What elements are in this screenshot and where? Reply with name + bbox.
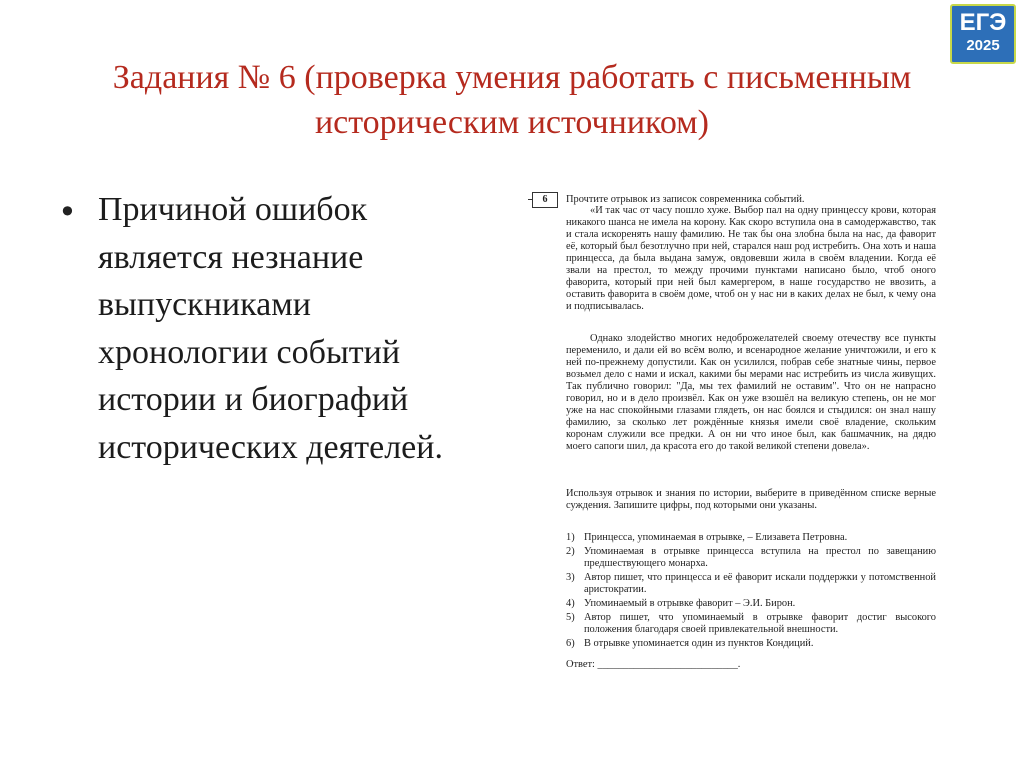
option-number: 4) [566,598,575,609]
option-number: 3) [566,572,575,583]
option-text: Упоминаемая в отрывке принцесса вступила на престол по завещанию предшествующего монарха. [584,546,936,569]
logo-line-2: 2025 [966,37,1000,54]
exam-task-scan [528,190,940,675]
answer-line: Ответ: ___________________________. [566,659,741,670]
option-number: 6) [566,638,575,649]
option-text: Автор пишет, что принцесса и её фаворит искали поддержки у потомственной аристократии. [584,572,936,595]
quote-paragraph-1: «И так час от часу пошло хуже. Выбор пал на одну принцессу крови, которая никакого шанса не имела на корону. Как скоро вступила она в самодержавство, так и стала искоренять нашу фамилию. Не так бы она злобна была на нас, да фаворит её, который был безотлучно при ней, старался наш род истребить. Она хоть и наша принцесса, да была выдана замуж, овдовевши жила в своём владении. Когда её звали на престол, то между прочими пунктами написано было, чтоб оного фаворита, который при ней был камергером, в наше государство не ввозить, а оставить фаворита в своём доме, чтоб он у нас ни в каких делах не был, к чему она и подписывалась. [566,205,936,312]
bullet-item [58,186,478,471]
task-instruction: Используя отрывок и знания по истории, выберите в приведённом списке верные суждения. Запишите цифры, под которыми они указаны. [566,488,936,511]
option-number: 1) [566,532,575,543]
bullet-marker: • [58,193,77,231]
logo-line-1: ЕГЭ [959,9,1007,36]
ege-2025-logo [950,4,1016,64]
task-number-box: 6 [532,192,558,208]
option-text: Автор пишет, что упоминаемый в отрывке фаворит достиг высокого положения благодаря своей привлекательной внешности. [584,612,936,635]
option-number: 2) [566,546,575,557]
option-number: 5) [566,612,575,623]
option-item [566,532,936,544]
options-list [566,532,936,652]
option-item [566,572,936,596]
quote-paragraph-2: Однако злодейство многих недоброжелателей своему отечеству все пункты переменило, и дали ей во всём волю, и всенародное желание уничтожили, и его к ней по-прежнему допустили. Как он усилился, побрав себе знатные чины, первое возьмел дело с нами и искал, какими бы мерами нас истребить из числа живущих. Так публично говорил: "Да, мы тех фамилий не оставим". Что он не напрасно говорил, но и в дело произвёл. Как он уже взошёл на великую степень, он не мог уже на нас спокойными глазами глядеть, он нас боялся и стыдился: он знал нашу фамилию, за сколько лет рождённые князья имели своё владение, скольким коронам служили все предки. А он ни что иное был, как башмачник, на дядю моего сапоги шил, да красота его до такой великой степени довела». [566,333,936,452]
option-item [566,546,936,570]
option-text: Упоминаемый в отрывке фаворит – Э.И. Бирон. [584,598,796,609]
option-text: В отрывке упоминается один из пунктов Кондиций. [584,638,814,649]
option-item [566,638,936,650]
option-text: Принцесса, упоминаемая в отрывке, – Елизавета Петровна. [584,532,848,543]
slide-title: Задания № 6 (проверка умения работать с письменным историческим источником) [112,59,912,141]
task-intro: Прочтите отрывок из записок современника событий. [566,194,805,205]
option-item [566,598,936,610]
option-item [566,612,936,636]
bullet-text: Причиной ошибок является незнание выпускниками хронологии событий истории и биографий исторических деятелей. [98,191,443,466]
